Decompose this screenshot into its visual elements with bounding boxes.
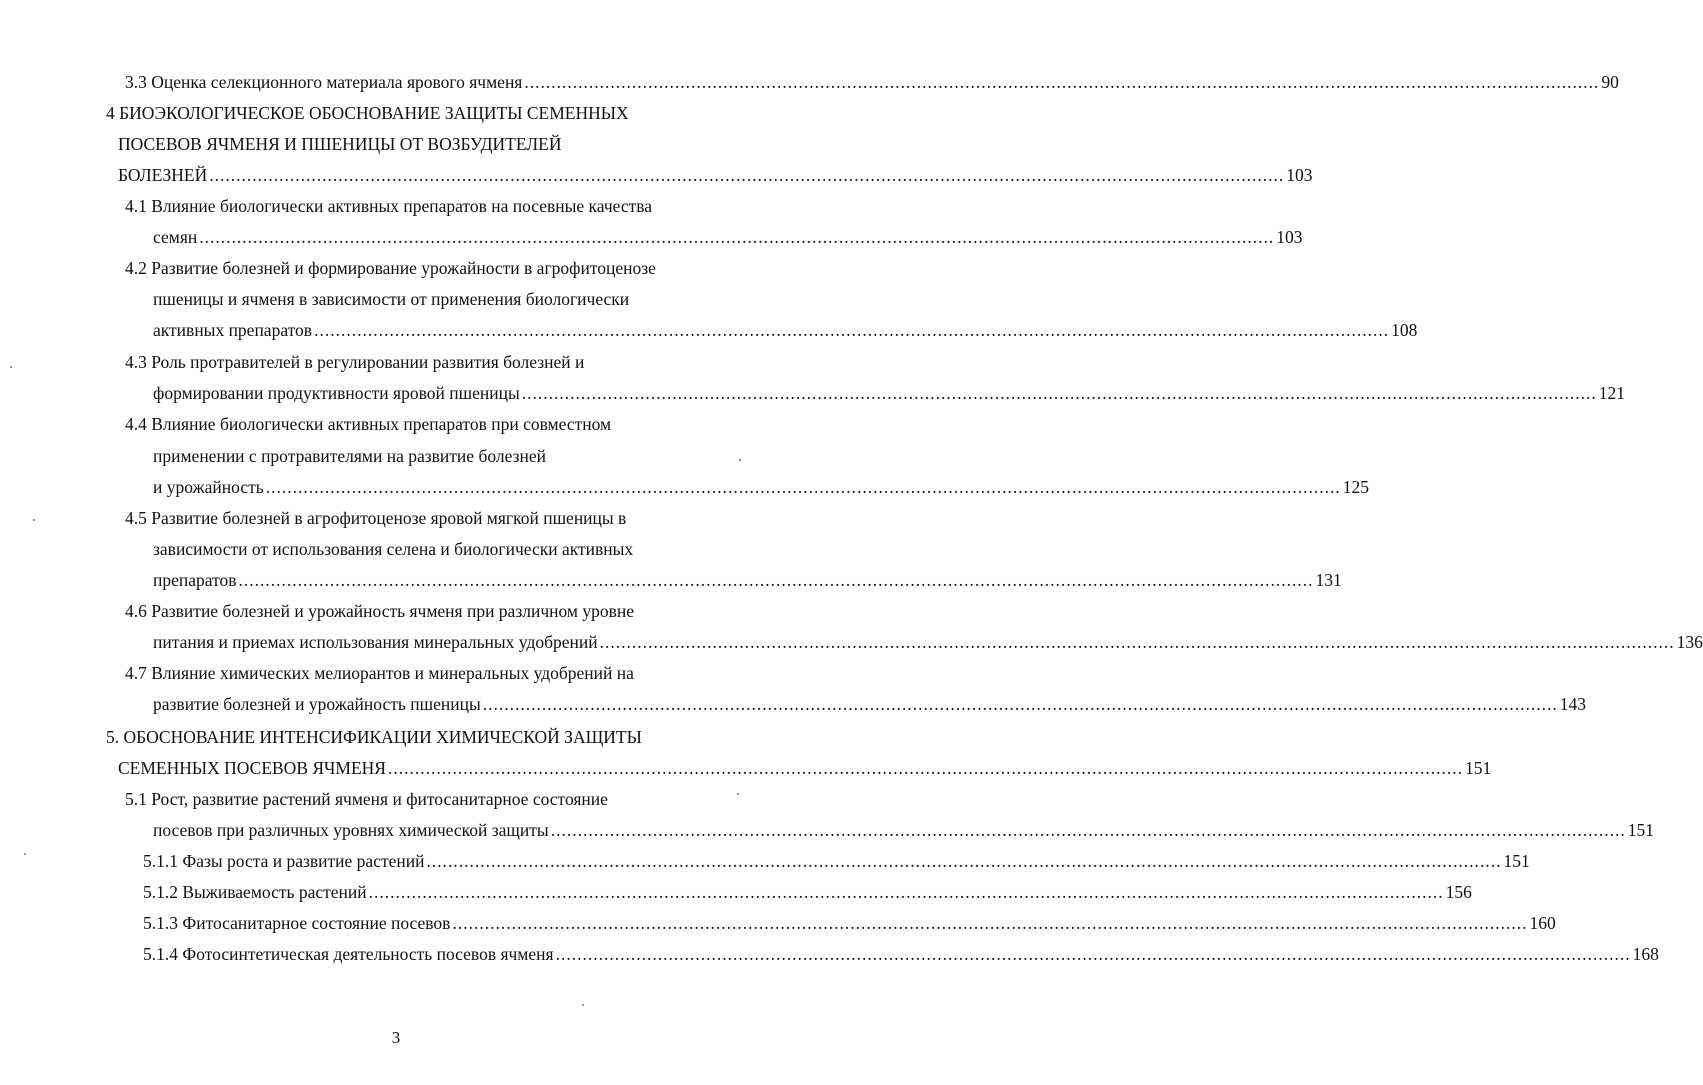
toc-page-number: 103 [1286, 165, 1313, 185]
toc-page-number: 160 [1529, 913, 1556, 933]
toc-entry-5-1-line1: 5.1 Рост, развитие растений ячменя и фитосанитарное состояние [125, 789, 608, 809]
toc-page-number: 168 [1632, 944, 1659, 964]
leader-dots: ........................................................................................................................................................................................................ [452, 913, 1528, 933]
toc-entry-title: БОЛЕЗНЕЙ [118, 165, 208, 185]
toc-entry-3-3 [125, 72, 1619, 92]
leader-dots: ........................................................................................................................................................................................................ [387, 758, 1463, 778]
scan-speck [737, 793, 739, 795]
toc-entry-5-1-4 [143, 944, 1659, 964]
toc-entry-title: семян [153, 227, 198, 247]
toc-entry-title: 5.1.3 Фитосанитарное состояние посевов [143, 913, 451, 933]
chapter-4-last-line [118, 165, 1313, 185]
page-number: 3 [391, 1028, 401, 1047]
toc-entry-title: СЕМЕННЫХ ПОСЕВОВ ЯЧМЕНЯ [118, 758, 386, 778]
toc-page-number: 151 [1464, 758, 1492, 778]
toc-entry-5-1 [153, 820, 1654, 840]
toc-page-number: 143 [1559, 694, 1586, 714]
toc-entry-4-3-line1: 4.3 Роль протравителей в регулировании развития болезней и [125, 352, 585, 372]
scan-speck [10, 366, 12, 368]
toc-entry-4-5 [153, 570, 1342, 590]
toc-entry-4-7 [153, 694, 1586, 714]
toc-entry-4-4 [153, 477, 1369, 497]
leader-dots: ........................................................................................................................................................................................................ [209, 165, 1285, 185]
toc-entry-4-2-line1: 4.2 Развитие болезней и формирование урожайности в агрофитоценозе [125, 258, 656, 278]
toc-entry-title: посевов при различных уровнях химической защиты [153, 820, 549, 840]
leader-dots: ........................................................................................................................................................................................................ [314, 320, 1390, 340]
toc-page-number: 131 [1315, 570, 1342, 590]
toc-page-number: 136 [1676, 632, 1703, 652]
chapter-4-title-line1: 4 БИОЭКОЛОГИЧЕСКОЕ ОБОСНОВАНИЕ ЗАЩИТЫ СЕМЕННЫХ [106, 103, 629, 123]
leader-dots: ........................................................................................................................................................................................................ [524, 72, 1600, 92]
toc-page-number: 125 [1342, 477, 1369, 497]
toc-entry-title: развитие болезней и урожайность пшеницы [153, 694, 481, 714]
toc-entry-4-4-line1: 4.4 Влияние биологически активных препаратов при совместном [125, 414, 612, 434]
toc-entry-4-2 [153, 320, 1418, 340]
toc-entry-4-5-line2: зависимости от использования селена и биологически активных [153, 539, 634, 559]
scan-speck [24, 853, 26, 855]
toc-entry-5-1-3 [143, 913, 1556, 933]
toc-page-number: 108 [1391, 320, 1418, 340]
toc-entry-title: питания и приемах использования минеральных удобрений [153, 632, 598, 652]
toc-entry-4-4-line2: применении с протравителями на развитие болезней [153, 446, 546, 466]
leader-dots: ........................................................................................................................................................................................................ [555, 944, 1631, 964]
chapter-5-last-line [118, 758, 1492, 778]
toc-entry-5-1-2 [143, 882, 1472, 902]
toc-entry-4-6 [153, 632, 1703, 652]
toc-page-number: 151 [1627, 820, 1654, 840]
scan-speck [582, 1004, 584, 1006]
toc-page-number: 151 [1503, 851, 1530, 871]
toc-entry-title: формировании продуктивности яровой пшеницы [153, 383, 520, 403]
scan-speck [33, 519, 35, 521]
leader-dots: ........................................................................................................................................................................................................ [426, 851, 1502, 871]
toc-entry-4-3 [153, 383, 1625, 403]
leader-dots: ........................................................................................................................................................................................................ [238, 570, 1314, 590]
toc-entry-title: препаратов [153, 570, 237, 590]
toc-entry-4-7-line1: 4.7 Влияние химических мелиорантов и минеральных удобрений на [125, 663, 634, 683]
toc-page-number: 103 [1276, 227, 1303, 247]
leader-dots: ........................................................................................................................................................................................................ [265, 477, 1341, 497]
toc-entry-4-1-line1: 4.1 Влияние биологически активных препаратов на посевные качества [125, 196, 653, 216]
toc-page-number: 156 [1445, 882, 1472, 902]
toc-entry-title: 5.1.1 Фазы роста и развитие растений [143, 851, 425, 871]
toc-entry-title: 5.1.4 Фотосинтетическая деятельность посевов ячменя [143, 944, 554, 964]
scan-speck [739, 459, 741, 461]
toc-entry-title: 5.1.2 Выживаемость растений [143, 882, 367, 902]
leader-dots: ........................................................................................................................................................................................................ [521, 383, 1597, 403]
leader-dots: ........................................................................................................................................................................................................ [482, 694, 1558, 714]
chapter-4-title-line2: ПОСЕВОВ ЯЧМЕНЯ И ПШЕНИЦЫ ОТ ВОЗБУДИТЕЛЕЙ [118, 134, 562, 154]
toc-entry-5-1-1 [143, 851, 1530, 871]
leader-dots: ........................................................................................................................................................................................................ [599, 632, 1675, 652]
toc-page-number: 121 [1598, 383, 1625, 403]
leader-dots: ........................................................................................................................................................................................................ [199, 227, 1275, 247]
leader-dots: ........................................................................................................................................................................................................ [368, 882, 1444, 902]
toc-entry-title: 3.3 Оценка селекционного материала ярового ячменя [125, 72, 523, 92]
toc-entry-4-6-line1: 4.6 Развитие болезней и урожайность ячменя при различном уровне [125, 601, 635, 621]
toc-entry-4-1 [153, 227, 1303, 247]
chapter-5-title-line1: 5. ОБОСНОВАНИЕ ИНТЕНСИФИКАЦИИ ХИМИЧЕСКОЙ ЗАЩИТЫ [106, 727, 642, 747]
toc-entry-title: активных препаратов [153, 320, 313, 340]
toc-page-number: 90 [1601, 72, 1619, 92]
toc-entry-title: и урожайность [153, 477, 264, 497]
toc-entry-4-2-line2: пшеницы и ячменя в зависимости от применения биологически [153, 289, 630, 309]
toc-entry-4-5-line1: 4.5 Развитие болезней в агрофитоценозе яровой мягкой пшеницы в [125, 508, 627, 528]
leader-dots: ........................................................................................................................................................................................................ [550, 820, 1626, 840]
